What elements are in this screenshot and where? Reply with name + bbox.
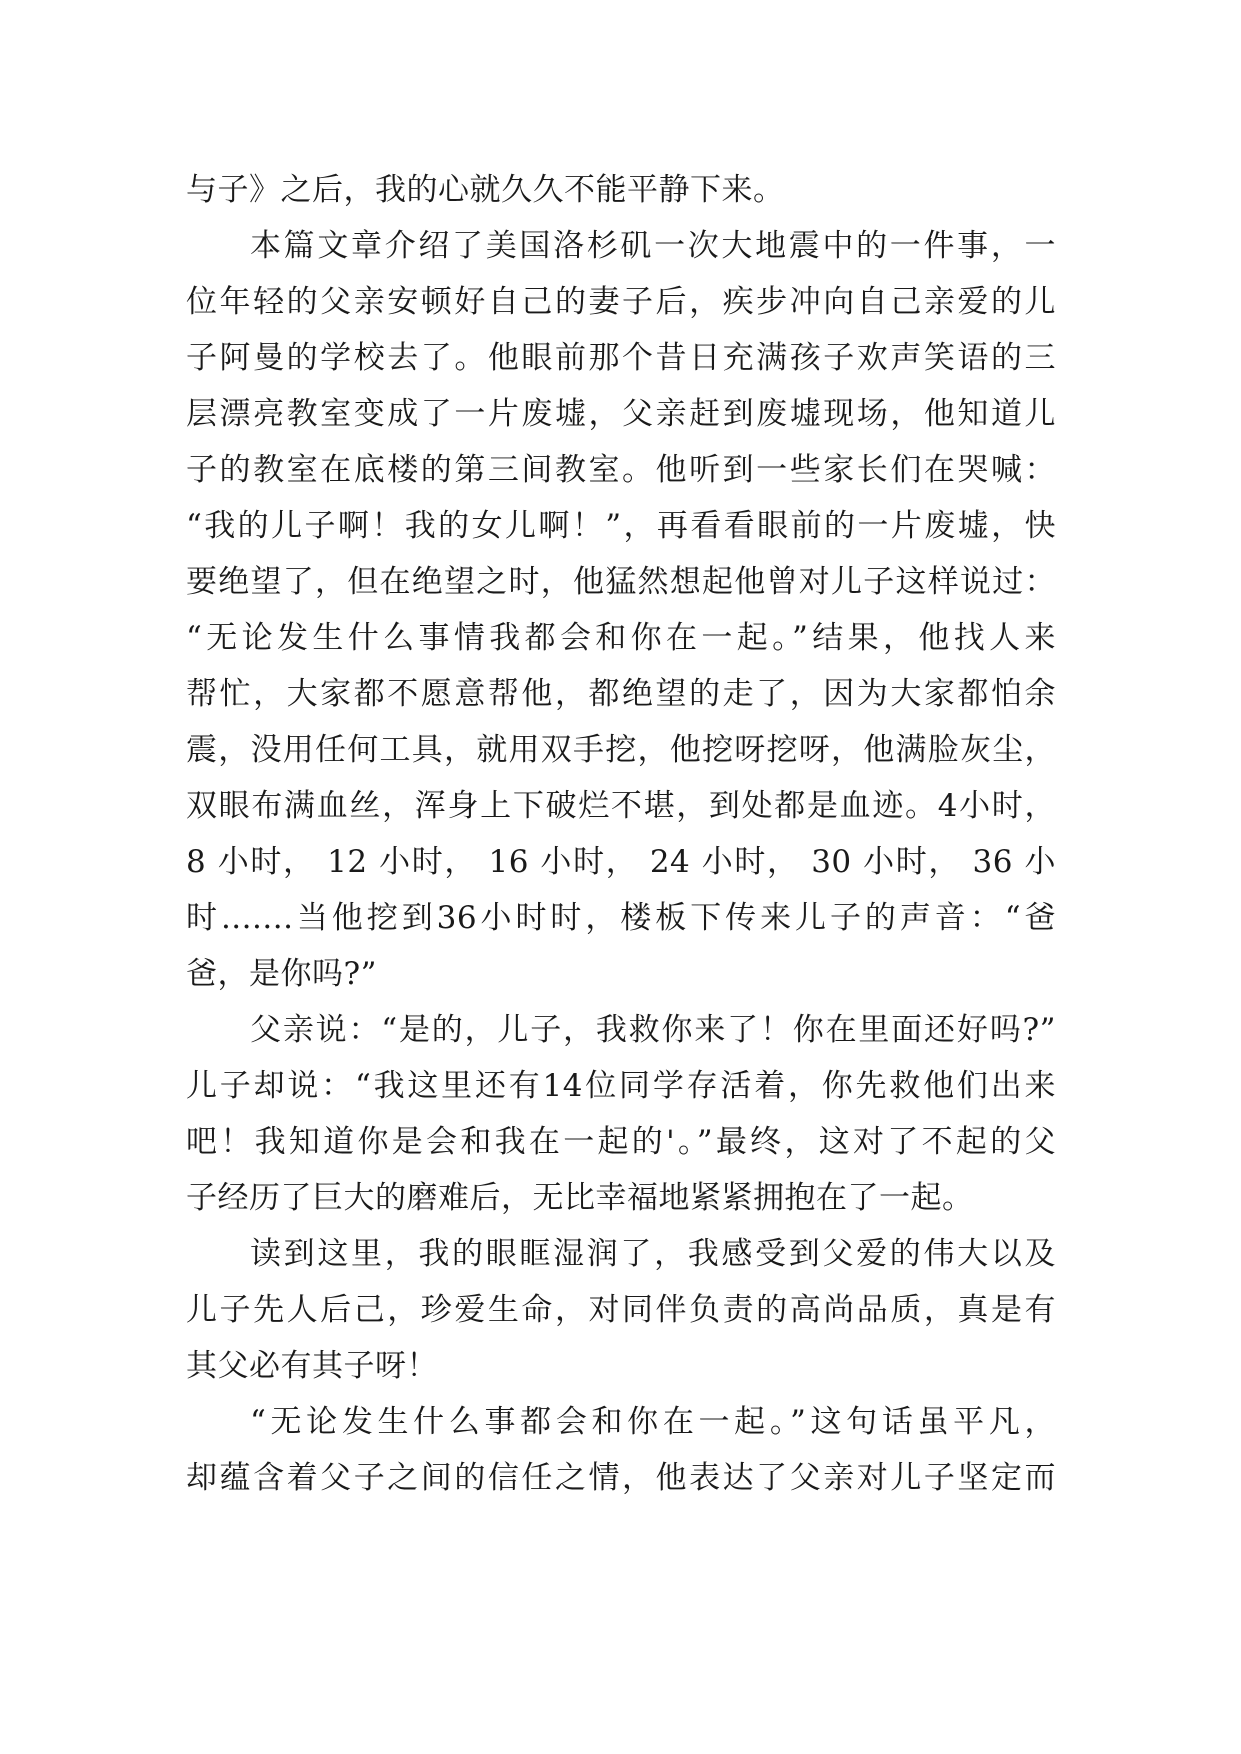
text-line: 读到这里，我的眼眶湿润了，我感受到父爱的伟大以及 <box>250 1236 1056 1272</box>
text-line: 爸，是你吗?” <box>186 956 377 992</box>
text-line: 时.......当他挖到36小时时，楼板下传来儿子的声音：“爸 <box>186 900 1056 936</box>
text-line: 与子》之后，我的心就久久不能平静下来。 <box>186 172 785 208</box>
text-line: 其父必有其子呀！ <box>186 1348 438 1384</box>
text-line: 却蕴含着父子之间的信任之情，他表达了父亲对儿子坚定而 <box>186 1460 1056 1496</box>
text-line: “我的儿子啊！我的女儿啊！”，再看看眼前的一片废墟，快 <box>186 508 1056 544</box>
text-line: 子的教室在底楼的第三间教室。他听到一些家长们在哭喊： <box>186 452 1056 488</box>
text-line: 双眼布满血丝，浑身上下破烂不堪，到处都是血迹。4小时， <box>186 788 1056 824</box>
text-line: 8 小时， 12 小时， 16 小时， 24 小时， 30 小时， 36 小 <box>186 844 1056 880</box>
text-line: 父亲说：“是的，儿子，我救你来了！你在里面还好吗?” <box>250 1012 1056 1048</box>
text-line: 层漂亮教室变成了一片废墟，父亲赶到废墟现场，他知道儿 <box>186 396 1056 432</box>
text-line: 子经历了巨大的磨难后，无比幸福地紧紧拥抱在了一起。 <box>186 1180 974 1216</box>
document-page <box>186 162 1056 1506</box>
text-line: 位年轻的父亲安顿好自己的妻子后，疾步冲向自己亲爱的儿 <box>186 284 1056 320</box>
text-line: 要绝望了，但在绝望之时，他猛然想起他曾对儿子这样说过： <box>186 564 1056 600</box>
text-line: 吧！我知道你是会和我在一起的'。”最终，这对了不起的父 <box>186 1124 1056 1160</box>
text-line: 儿子却说：“我这里还有14位同学存活着，你先救他们出来 <box>186 1068 1056 1104</box>
text-line: “无论发生什么事都会和你在一起。”这句话虽平凡， <box>250 1404 1056 1440</box>
text-line: 帮忙，大家都不愿意帮他，都绝望的走了，因为大家都怕余 <box>186 676 1056 712</box>
text-line: 本篇文章介绍了美国洛杉矶一次大地震中的一件事，一 <box>250 228 1056 264</box>
text-line: 子阿曼的学校去了。他眼前那个昔日充满孩子欢声笑语的三 <box>186 340 1056 376</box>
text-line: 震，没用任何工具，就用双手挖，他挖呀挖呀，他满脸灰尘， <box>186 732 1056 768</box>
text-line: “无论发生什么事情我都会和你在一起。”结果，他找人来 <box>186 620 1056 656</box>
text-line: 儿子先人后己，珍爱生命，对同伴负责的高尚品质，真是有 <box>186 1292 1056 1328</box>
